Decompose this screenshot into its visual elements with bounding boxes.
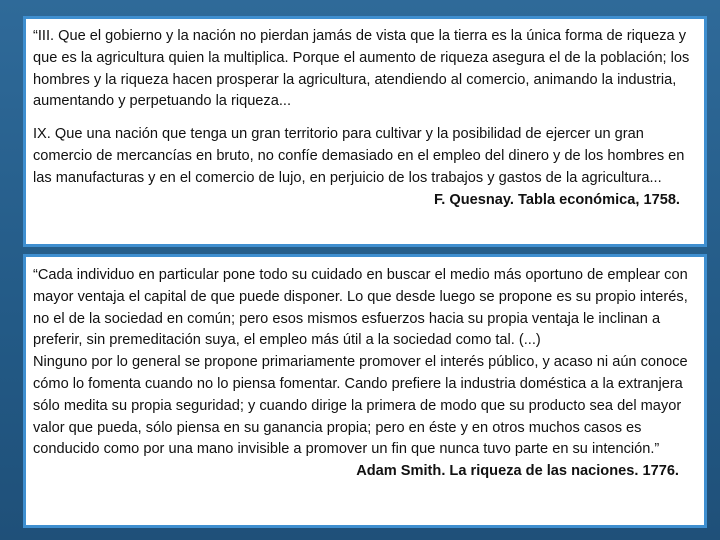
quesnay-quote-box	[23, 16, 707, 247]
quesnay-paragraph-9: IX. Que una nación que tenga un gran territorio para cultivar y la posibilidad de ejercer un gran comercio de mercancías en bruto, no confíe demasiado en el empleo del dinero y de los hombres en las manufacturas y en el comercio de lujo, en perjuicio de los trabajos y gastos de la agricultura...	[33, 126, 685, 186]
smith-attribution: Adam Smith. La riqueza de las naciones. 1776.	[356, 463, 679, 480]
smith-paragraph-2: Ninguno por lo general se propone primariamente promover el interés público, y acaso ni aún conoce cómo lo fomenta cuando no lo piensa fomentar. Cando prefiere la industria doméstica a la extranjera sólo medita su propia seguridad; y cuando dirige la primera de modo que su producto sea del mayor valor que pueda, sólo piensa en su ganancia propia; pero en éste y en otros muchos casos es conducido como por una mano invisible a promover un fin que nunca tuvo parte en su intención.”	[33, 354, 688, 458]
smith-quote-box	[23, 254, 707, 528]
quesnay-paragraph-3: “III. Que el gobierno y la nación no pierdan jamás de vista que la tierra es la única forma de riqueza y que es la agricultura quien la multiplica. Porque el aumento de riqueza asegura el de la población; los hombres y la riqueza hacen prosperar la agricultura, atendiendo al comercio, animando la industria, aumentando y perpetuando la riqueza...	[33, 28, 690, 110]
quesnay-attribution: F. Quesnay. Tabla económica, 1758.	[433, 191, 680, 208]
smith-paragraph-1: “Cada individuo en particular pone todo su cuidado en buscar el medio más oportuno de emplear con mayor ventaja el capital de que puede disponer. Lo que desde luego se propone es su propio interés, no el de la sociedad en común; pero esos mismos esfuerzos hacia su propia ventaja le inclinan a preferir, sin premeditación suya, el empleo más útil a la sociedad como tal. (...)	[33, 267, 688, 349]
